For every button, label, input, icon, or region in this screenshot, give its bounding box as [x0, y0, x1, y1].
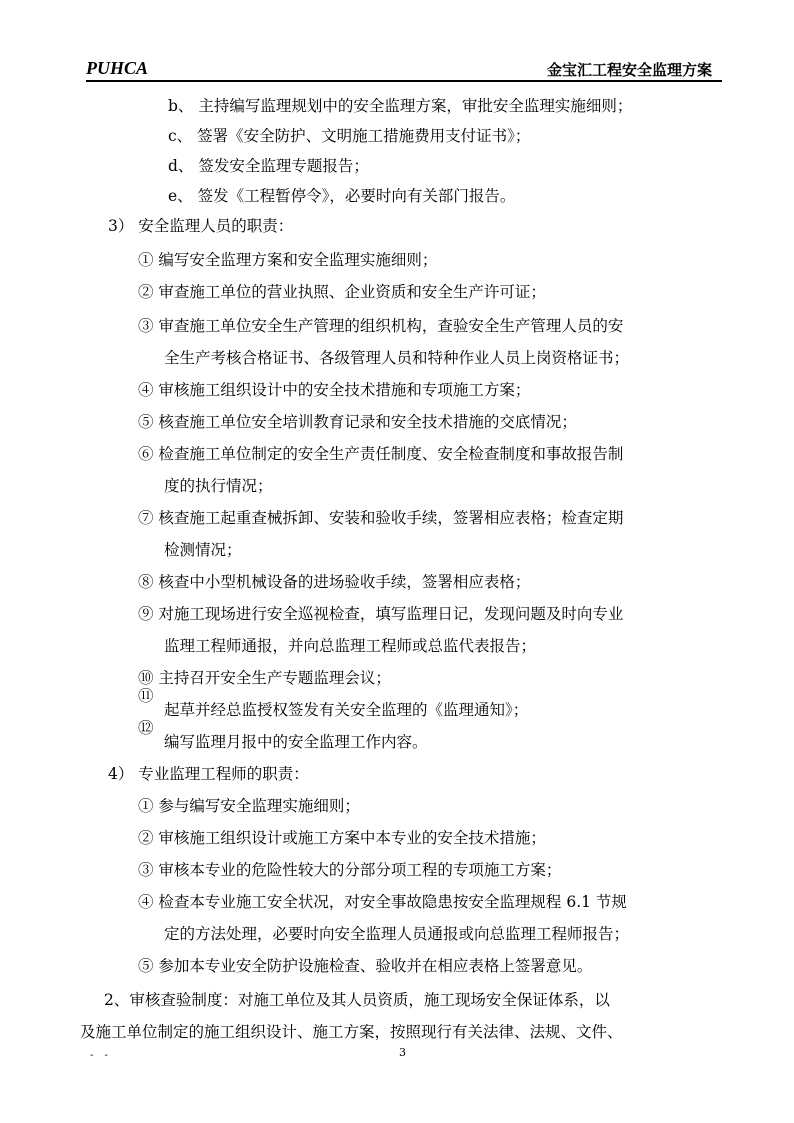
header-brand: PUHCA — [86, 58, 149, 78]
text-line: e、 签发《工程暂停令》，必要时向有关部门报告。 — [168, 187, 516, 205]
text-line: c、 签署《安全防护、文明施工措施费用支付证书》； — [168, 127, 531, 145]
text-line: ④ 检查本专业施工安全状况，对安全事故隐患按安全监理规程 6.1 节规 — [138, 893, 627, 911]
text-line: ② 审查施工单位的营业执照、企业资质和安全生产许可证； — [138, 283, 546, 301]
text-line: d、 签发安全监理专题报告； — [168, 157, 369, 175]
page-number: 3 — [399, 1046, 406, 1059]
text-line: ⑫ — [138, 719, 154, 737]
text-line: ① 编写安全监理方案和安全监理实施细则； — [138, 251, 438, 269]
text-line: ③ 审核本专业的危险性较大的分部分项工程的专项施工方案； — [138, 861, 562, 879]
text-line: 度的执行情况； — [164, 477, 273, 495]
page-header — [86, 56, 722, 82]
text-line: ④ 审核施工组织设计中的安全技术措施和专项施工方案； — [138, 381, 531, 399]
text-line: ⑪ — [138, 687, 154, 705]
text-line: ⑤ 参加本专业安全防护设施检查、验收并在相应表格上签署意见。 — [138, 957, 593, 975]
text-line: 监理工程师通报，并向总监理工程师或总监代表报告； — [164, 637, 537, 655]
text-line: 及施工单位制定的施工组织设计、施工方案，按照现行有关法律、法规、文件、 — [80, 1023, 623, 1041]
text-line: ⑤ 核查施工单位安全培训教育记录和安全技术措施的交底情况； — [138, 413, 577, 431]
text-line: ⑨ 对施工现场进行安全巡视检查，填写监理日记，发现问题及时向专业 — [138, 605, 624, 623]
text-line: 检测情况； — [164, 541, 242, 559]
text-line: 定的方法处理，必要时向安全监理人员通报或向总监理工程师报告； — [164, 925, 630, 943]
text-line: ③ 审查施工单位安全生产管理的组织机构，查验安全生产管理人员的安 — [138, 317, 624, 335]
text-line: ② 审核施工组织设计或施工方案中本专业的安全技术措施； — [138, 829, 546, 847]
text-line: ① 参与编写安全监理实施细则； — [138, 797, 360, 815]
text-line: ⑩ 主持召开安全生产专题监理会议； — [138, 669, 391, 687]
text-line: 4） 专业监理工程师的职责： — [108, 765, 309, 783]
text-line: 起草并经总监授权签发有关安全监理的《监理通知》； — [164, 701, 529, 719]
text-line: b、 主持编写监理规划中的安全监理方案，审批安全监理实施细则； — [168, 97, 633, 115]
footer-dots: - - — [90, 1050, 112, 1061]
text-line: ⑧ 核查中小型机械设备的进场验收手续，签署相应表格； — [138, 573, 531, 591]
text-line: ⑥ 检查施工单位制定的安全生产责任制度、安全检查制度和事故报告制 — [138, 445, 624, 463]
text-line: 2、审核查验制度：对施工单位及其人员资质，施工现场安全保证体系，以 — [104, 991, 610, 1009]
text-line: ⑦ 核查施工起重查械拆卸、安装和验收手续，签署相应表格；检查定期 — [138, 509, 624, 527]
text-line: 编写监理月报中的安全监理工作内容。 — [164, 733, 428, 751]
text-line: 全生产考核合格证书、各级管理人员和特种作业人员上岗资格证书； — [164, 349, 630, 367]
text-line: 3） 安全监理人员的职责： — [108, 217, 294, 235]
header-document-title: 金宝汇工程安全监理方案 — [546, 61, 712, 79]
